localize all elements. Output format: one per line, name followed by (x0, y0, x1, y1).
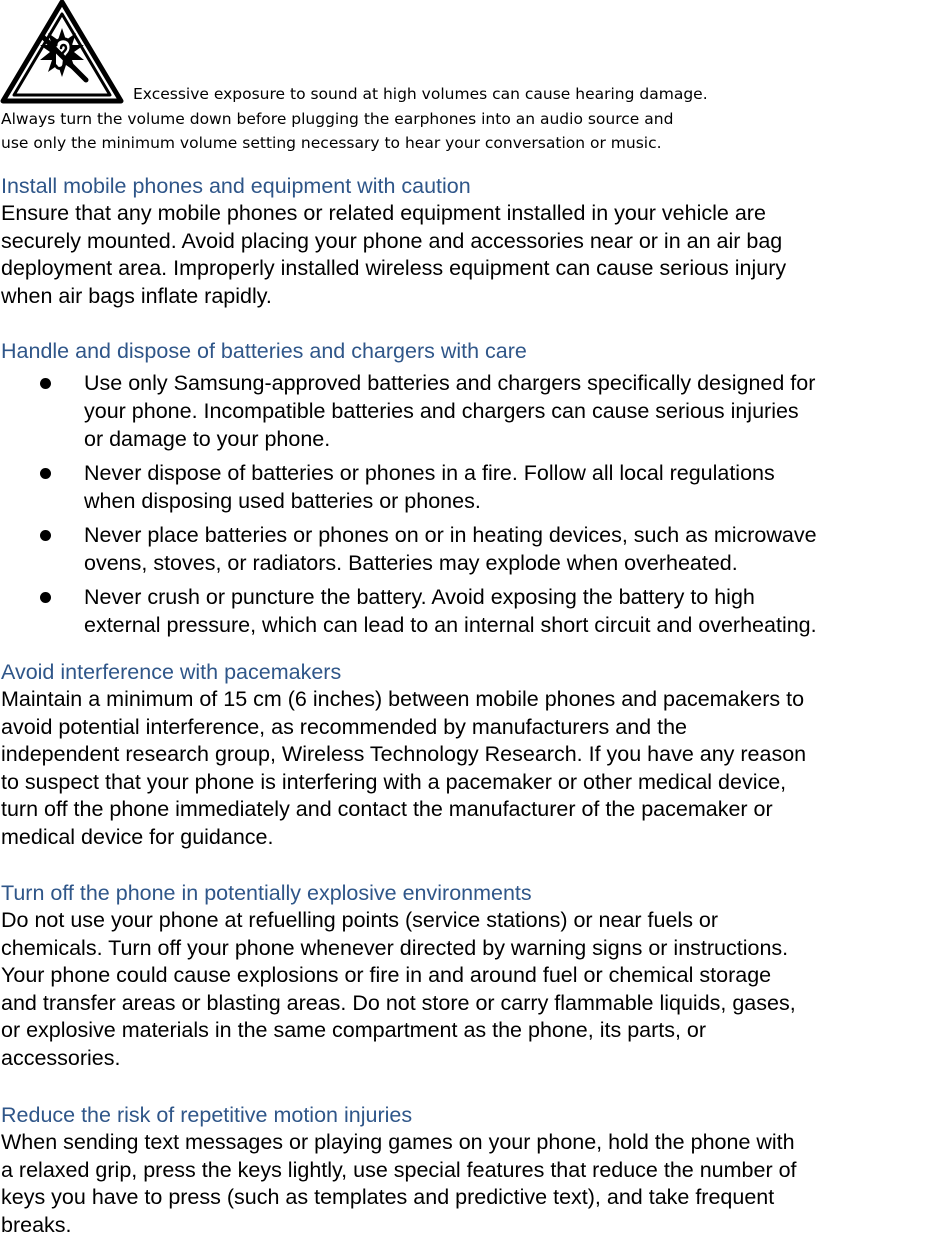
paragraph-line: medical device for guidance. (1, 824, 274, 849)
section-paragraph (1, 200, 937, 310)
paragraph-line: Do not use your phone at refuelling points (service stations) or near fuels or (1, 908, 719, 932)
bullet-list (1, 369, 937, 639)
paragraph-line: securely mounted. Avoid placing your phone and accessories near or in an air bag (1, 228, 783, 253)
list-item (1, 583, 937, 639)
section-install-equipment (1, 172, 937, 310)
hearing-warning (0, 0, 937, 160)
bullet-line: Never crush or puncture the battery. Avoid exposing the battery to high (84, 585, 755, 609)
section-paragraph (1, 907, 937, 1072)
list-item (1, 369, 937, 453)
warning-text-line: use only the minimum volume setting necessary to hear your conversation or music. (1, 134, 662, 152)
paragraph-line: Your phone could cause explosions or fire in and around fuel or chemical storage (1, 963, 772, 987)
section-heading: Turn off the phone in potentially explosive environments (1, 881, 532, 905)
bullet-line: Never place batteries or phones on or in heating devices, such as microwave (84, 523, 817, 547)
section-repetitive-motion (1, 1101, 937, 1239)
section-heading: Handle and dispose of batteries and chargers with care (1, 339, 527, 363)
paragraph-line: avoid potential interference, as recommended by manufacturers and the (1, 714, 688, 739)
bullet-line: ovens, stoves, or radiators. Batteries may explode when overheated. (84, 551, 738, 575)
paragraph-line: turn off the phone immediately and contact the manufacturer of the pacemaker or (1, 797, 773, 821)
bullet-line: your phone. Incompatible batteries and chargers can cause serious injuries (84, 399, 799, 423)
section-heading: Install mobile phones and equipment with caution (1, 174, 471, 198)
section-heading: Avoid interference with pacemakers (1, 660, 342, 684)
section-explosive-environments (1, 879, 937, 1072)
paragraph-line: accessories. (1, 1045, 121, 1070)
hearing-damage-warning-icon (0, 0, 124, 104)
paragraph-line: when air bags inflate rapidly. (1, 283, 272, 308)
bullet-icon (40, 378, 51, 389)
bullet-line: Never dispose of batteries or phones in a fire. Follow all local regulations (84, 461, 775, 485)
paragraph-line: chemicals. Turn off your phone whenever directed by warning signs or instructions. (1, 935, 789, 960)
paragraph-line: breaks. (1, 1212, 72, 1237)
paragraph-line: independent research group, Wireless Technology Research. If you have any reason (1, 742, 807, 766)
section-heading: Reduce the risk of repetitive motion injuries (1, 1103, 413, 1127)
section-paragraph (1, 1129, 937, 1239)
warning-text-line: Always turn the volume down before plugging the earphones into an audio source and (1, 110, 674, 128)
bullet-line: external pressure, which can lead to an internal short circuit and overheating. (84, 613, 817, 637)
paragraph-line: and transfer areas or blasting areas. Do not store or carry flammable liquids, gases, (1, 990, 796, 1015)
paragraph-line: a relaxed grip, press the keys lightly, use special features that reduce the number of (1, 1157, 797, 1182)
bullet-icon (40, 530, 51, 541)
section-batteries (1, 337, 937, 645)
paragraph-line: keys you have to press (such as templates and predictive text), and take frequent (1, 1185, 775, 1209)
warning-text-line: Excessive exposure to sound at high volumes can cause hearing damage. (133, 85, 708, 103)
bullet-icon (40, 592, 51, 603)
section-paragraph (1, 686, 937, 851)
bullet-line: when disposing used batteries or phones. (84, 489, 481, 513)
list-item (1, 521, 937, 577)
paragraph-line: to suspect that your phone is interfering with a pacemaker or other medical device, (1, 769, 787, 794)
paragraph-line: deployment area. Improperly installed wireless equipment can cause serious injury (1, 256, 787, 280)
paragraph-line: or explosive materials in the same compartment as the phone, its parts, or (1, 1018, 707, 1042)
bullet-icon (40, 468, 51, 479)
list-item (1, 459, 937, 515)
paragraph-line: Maintain a minimum of 15 cm (6 inches) between mobile phones and pacemakers to (1, 687, 805, 711)
section-pacemakers (1, 658, 937, 851)
paragraph-line: Ensure that any mobile phones or related equipment installed in your vehicle are (1, 201, 766, 225)
bullet-line: Use only Samsung-approved batteries and chargers specifically designed for (84, 371, 816, 395)
paragraph-line: When sending text messages or playing games on your phone, hold the phone with (1, 1130, 795, 1154)
bullet-line: or damage to your phone. (84, 427, 331, 451)
